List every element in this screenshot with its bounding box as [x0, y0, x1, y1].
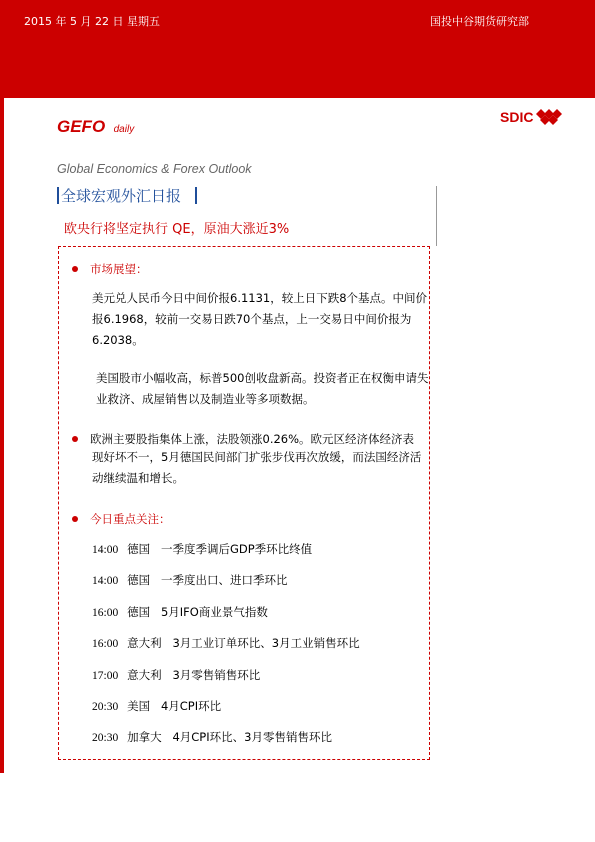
vertical-divider — [436, 186, 437, 246]
schedule-event: 4月CPI环比 — [160, 699, 222, 713]
sdic-logo — [500, 107, 562, 127]
paragraph-europe: 现好坏不一，5月德国民间部门扩张步伐再次放缓，而法国经济活动继续温和增长。 — [92, 450, 422, 485]
schedule-event: 一季度出口、进口季环比 — [160, 573, 288, 587]
schedule-event: 一季度季调后GDP季环比终值 — [160, 542, 313, 556]
schedule-country: 德国 — [127, 605, 151, 619]
schedule-time: 14:00 — [92, 575, 119, 587]
europe-stocks-line — [72, 431, 414, 447]
brand-sub: daily — [113, 124, 135, 135]
schedule-event: 3月工业订单环比、3月工业销售环比 — [172, 636, 360, 650]
schedule-time: 14:00 — [92, 544, 119, 556]
schedule-country: 加拿大 — [127, 730, 162, 744]
subtitle-english: Global Economics & Forex Outlook — [57, 162, 252, 176]
sdic-logo-text: SDIC — [500, 109, 534, 125]
diamond-logo-icon — [536, 109, 562, 125]
schedule-event: 5月IFO商业景气指数 — [160, 605, 268, 619]
department-name: 国投中谷期货研究部 — [430, 15, 529, 28]
schedule-time: 20:30 — [92, 732, 119, 744]
schedule-row — [92, 604, 268, 620]
schedule-row — [92, 541, 312, 557]
brand-mark — [57, 117, 134, 137]
schedule-event: 3月零售销售环比 — [172, 668, 261, 682]
headline: 欧央行将坚定执行 QE，原油大涨近3% — [64, 222, 290, 237]
schedule-country: 美国 — [127, 699, 151, 713]
report-date: 2015 年 5 月 22 日 星期五 — [24, 15, 160, 28]
schedule-row — [92, 635, 360, 651]
schedule-time: 17:00 — [92, 670, 119, 682]
schedule-row — [92, 572, 287, 588]
schedule-time: 16:00 — [92, 638, 119, 650]
market-outlook-heading — [72, 261, 148, 277]
europe-stocks-lead: 欧洲主要股指集体上涨，法股领涨0.26%。欧元区经济体经济表 — [90, 432, 415, 446]
schedule-event: 4月CPI环比、3月零售销售环比 — [172, 730, 332, 744]
header-band — [0, 0, 595, 98]
schedule-time: 20:30 — [92, 701, 119, 713]
schedule-country: 德国 — [127, 573, 151, 587]
brand-main: GEFO — [57, 117, 106, 136]
report-title-text: 全球宏观外汇日报 — [61, 187, 182, 205]
paragraph-rmb: 美元兑人民币今日中间价报6.1131，较上日下跌8个基点。中间价报6.1968，较前一交易日跌70个基点，上一交易日中间价报为6.2038。 — [92, 291, 428, 347]
schedule-row — [92, 698, 221, 714]
focus-label: 今日重点关注： — [90, 512, 171, 526]
title-bar-left — [57, 187, 59, 204]
schedule-time: 16:00 — [92, 607, 119, 619]
bullet-dot — [72, 266, 78, 272]
schedule-row — [92, 729, 332, 745]
paragraph-us-stocks: 美国股市小幅收高，标普500创收盘新高。投资者正在权衡申请失业救济、成屋销售以及制造业等多项数据。 — [96, 371, 429, 406]
schedule-country: 德国 — [127, 542, 151, 556]
title-bar-right — [195, 187, 197, 204]
schedule-country: 意大利 — [127, 636, 162, 650]
bullet-dot — [72, 516, 78, 522]
report-title — [57, 185, 197, 206]
schedule-row — [92, 667, 260, 683]
left-accent-bar — [0, 98, 4, 773]
focus-heading — [72, 511, 171, 527]
bullet-dot — [72, 436, 78, 442]
schedule-country: 意大利 — [127, 668, 162, 682]
market-outlook-label: 市场展望： — [90, 262, 148, 276]
